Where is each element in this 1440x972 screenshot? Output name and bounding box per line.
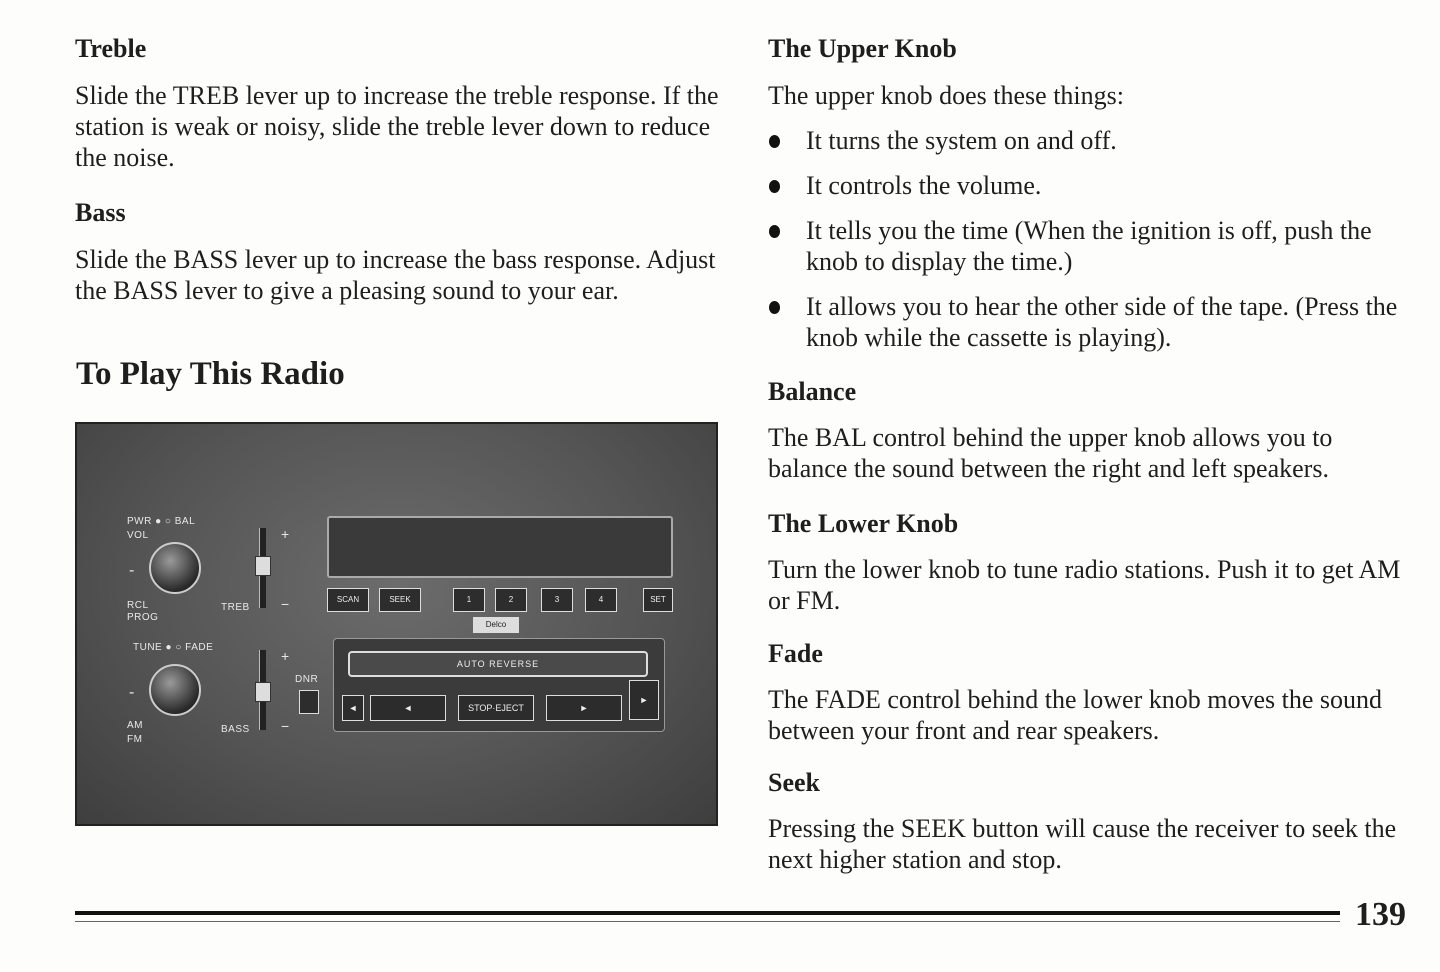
dnr-label: DNR bbox=[295, 674, 319, 685]
list-item: It turns the system on and off. bbox=[768, 125, 1418, 156]
bass-plus: + bbox=[281, 648, 290, 664]
treb-lever bbox=[255, 556, 271, 576]
prog-label: PROG bbox=[127, 612, 159, 623]
list-item: It allows you to hear the other side of the tape. (Press the knob while the cassette is playing). bbox=[768, 291, 1418, 353]
lower-knob-minus: - bbox=[129, 684, 135, 701]
bass-heading: Bass bbox=[75, 198, 126, 227]
lower-knob bbox=[149, 664, 201, 716]
balance-text: The BAL control behind the upper knob allows you to balance the sound between the right and left speakers. bbox=[768, 423, 1333, 483]
upper-knob-intro: The upper knob does these things: bbox=[768, 81, 1124, 110]
bass-label: BASS bbox=[221, 724, 250, 735]
bass-lever bbox=[255, 682, 271, 702]
bullet-icon bbox=[769, 135, 780, 148]
upper-knob bbox=[149, 542, 201, 594]
side-left-button: ◄ bbox=[342, 695, 364, 721]
lower-knob-heading: The Lower Knob bbox=[768, 509, 959, 538]
balance-heading: Balance bbox=[768, 377, 857, 406]
pwr-bal-label: PWR ● ○ BAL bbox=[127, 516, 196, 527]
fast-forward-button: ► bbox=[546, 695, 622, 721]
dnr-button bbox=[299, 690, 319, 714]
treble-text: Slide the TREB lever up to increase the treble response. If the station is weak or noisy, slide the treble lever down to reduce the noise. bbox=[75, 81, 719, 172]
seek-button: SEEK bbox=[379, 588, 421, 612]
section-title: To Play This Radio bbox=[76, 356, 345, 392]
scan-button: SCAN bbox=[327, 588, 369, 612]
fade-text: The FADE control behind the lower knob moves the sound between your front and rear speakers. bbox=[768, 685, 1383, 745]
radio-display bbox=[327, 516, 673, 578]
seek-text: Pressing the SEEK button will cause the receiver to seek the next higher station and stop. bbox=[768, 814, 1397, 874]
bullet-icon bbox=[769, 301, 780, 314]
rcl-label: RCL bbox=[127, 600, 149, 611]
side-right-button: ► bbox=[629, 680, 659, 720]
lower-knob-text: Turn the lower knob to tune radio stations. Push it to get AM or FM. bbox=[768, 555, 1401, 615]
treb-minus: − bbox=[281, 596, 290, 612]
upper-knob-heading: The Upper Knob bbox=[768, 34, 957, 63]
list-item: It tells you the time (When the ignition is off, push the knob to display the time.) bbox=[768, 215, 1418, 277]
page-number: 139 bbox=[1355, 896, 1406, 933]
cassette-deck bbox=[333, 638, 665, 732]
preset-1-button: 1 bbox=[453, 588, 485, 612]
radio-photo bbox=[75, 422, 718, 826]
vol-label: VOL bbox=[127, 530, 149, 541]
treb-label: TREB bbox=[221, 602, 250, 613]
set-button: SET bbox=[643, 588, 673, 612]
treble-heading: Treble bbox=[75, 34, 147, 63]
footer-rule bbox=[75, 911, 1340, 915]
fade-heading: Fade bbox=[768, 639, 823, 668]
preset-4-button: 4 bbox=[585, 588, 617, 612]
bass-text: Slide the BASS lever up to increase the bass response. Adjust the BASS lever to give a pleasing sound to your ear. bbox=[75, 245, 716, 305]
footer-rule-thin bbox=[75, 921, 1340, 922]
treb-plus: + bbox=[281, 526, 290, 542]
tune-fade-label: TUNE ● ○ FADE bbox=[133, 642, 214, 653]
delco-logo: Delco bbox=[473, 617, 519, 633]
preset-2-button: 2 bbox=[495, 588, 527, 612]
bass-minus: − bbox=[281, 718, 290, 734]
upper-knob-minus: - bbox=[129, 562, 135, 579]
auto-reverse-slot: AUTO REVERSE bbox=[348, 651, 648, 677]
stop-eject-button: STOP·EJECT bbox=[458, 695, 534, 721]
bullet-icon bbox=[769, 225, 780, 238]
bullet-icon bbox=[769, 180, 780, 193]
list-item: It controls the volume. bbox=[768, 170, 1418, 201]
fm-label: FM bbox=[127, 734, 143, 745]
seek-heading: Seek bbox=[768, 768, 820, 797]
preset-3-button: 3 bbox=[541, 588, 573, 612]
rewind-button: ◄ bbox=[370, 695, 446, 721]
am-label: AM bbox=[127, 720, 143, 731]
